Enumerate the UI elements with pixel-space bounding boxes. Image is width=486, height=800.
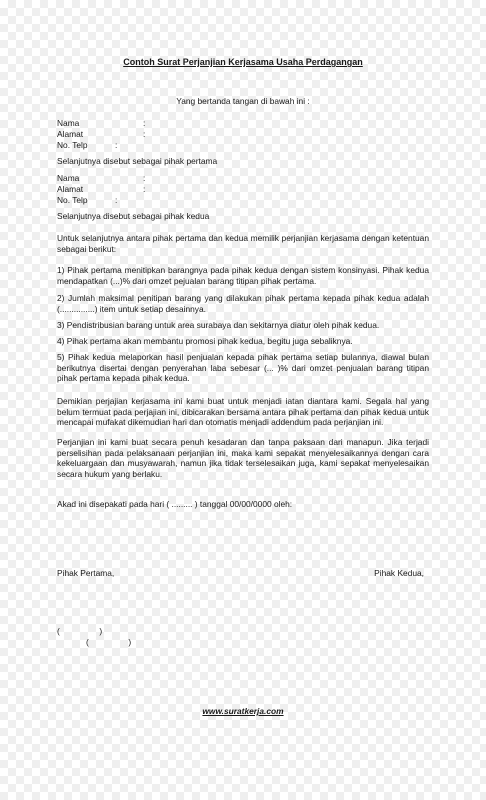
agreement-line: Akad ini disepakati pada hari ( ......... ) tanggal 00/00/0000 oleh: bbox=[57, 499, 293, 509]
party2-field-phone: No. Telp bbox=[57, 195, 88, 205]
intro-text: Yang bertanda tangan di bawah ini : bbox=[176, 96, 310, 106]
paragraph-closing-1: Demikian perjajian kerjasama ini kami buat untuk menjadi iatan diantara kami. Segala hal yang belum termuat pada perjajian ini, dibicarakan bersama antara pihak pertama dan pihak kedua untuk mencapai mufakat dikemudian hari dan otomatis menjadi addendum pada perjanjian ini. bbox=[57, 396, 429, 428]
clause-3: 3) Pendistribusian barang untuk area surabaya dan sekitarnya diatur oleh pihak kedua. bbox=[57, 320, 380, 330]
party1-field-address: Alamat bbox=[57, 129, 84, 139]
party1-field-phone: No. Telp bbox=[57, 140, 88, 150]
party2-colon-address: : bbox=[143, 184, 146, 194]
signature-bracket-left: ( ) bbox=[57, 626, 103, 636]
footer-website-link[interactable]: www.suratkerja.com bbox=[202, 706, 284, 716]
signature-bracket-right: ( ) bbox=[86, 637, 132, 647]
clause-5: 5) Pihak kedua melaporkan hasil penjualan kepada pihak pertama setiap bulannya, diawal bulan berikutnya disertai dengan penyerahan laba sebesar (... )% dari omzet penjualan barang titipan pihak pertama kepada pihak kedua. bbox=[57, 352, 429, 384]
party2-field-address: Alamat bbox=[57, 184, 84, 194]
signature-label-right: Pihak Kedua, bbox=[374, 568, 424, 578]
party1-colon-name: : bbox=[143, 118, 146, 128]
clause-2: 2) Jumlah maksimal penitipan barang yang dilakukan pihak pertama kepada pihak kedua adalah (...............) item untuk setiap desainnya. bbox=[57, 293, 429, 314]
document-title: Contoh Surat Perjanjian Kerjasama Usaha Perdagangan bbox=[123, 57, 363, 67]
party1-closing: Selanjutnya disebut sebagai pihak pertama bbox=[57, 156, 218, 166]
party1-colon-phone: : bbox=[115, 140, 118, 150]
party1-colon-address: : bbox=[143, 129, 146, 139]
signature-label-left: Pihak Pertama, bbox=[57, 568, 115, 578]
clause-4: 4) Pihak pertama akan membantu promosi pihak kedua, begitu juga sebaliknya. bbox=[57, 336, 353, 346]
paragraph-closing-2: Perjanjian ini kami buat secara penuh kesadaran dan tanpa paksaan dari manapun. Jika terjadi perselisihan pada pelaksanaan perjanjian ini, maka kami sepakat menyelesaikannya dengan cara kekeluargaan dan musyawarah, namun jika tidak terselesaikan juga, kami sepakat menyelesaikan secara hukum yang berlaku. bbox=[57, 437, 429, 479]
paragraph-intro: Untuk selanjutnya antara pihak pertama dan kedua memilik perjanjian kerjasama dengan ketentuan sebagai berikut: bbox=[57, 233, 429, 254]
party2-colon-phone: : bbox=[115, 195, 118, 205]
clause-1: 1) Pihak pertama menitipkan barangnya pada pihak kedua dengan sistem konsinyasi. Pihak kedua mendapatkan (...)% dari omzet pejualan barang titipan pihak pertama. bbox=[57, 265, 429, 286]
party1-field-name: Nama bbox=[57, 118, 80, 128]
party2-colon-name: : bbox=[143, 173, 146, 183]
party2-closing: Selanjutnya disebut sebagai pihak kedua bbox=[57, 211, 210, 221]
party2-field-name: Nama bbox=[57, 173, 80, 183]
